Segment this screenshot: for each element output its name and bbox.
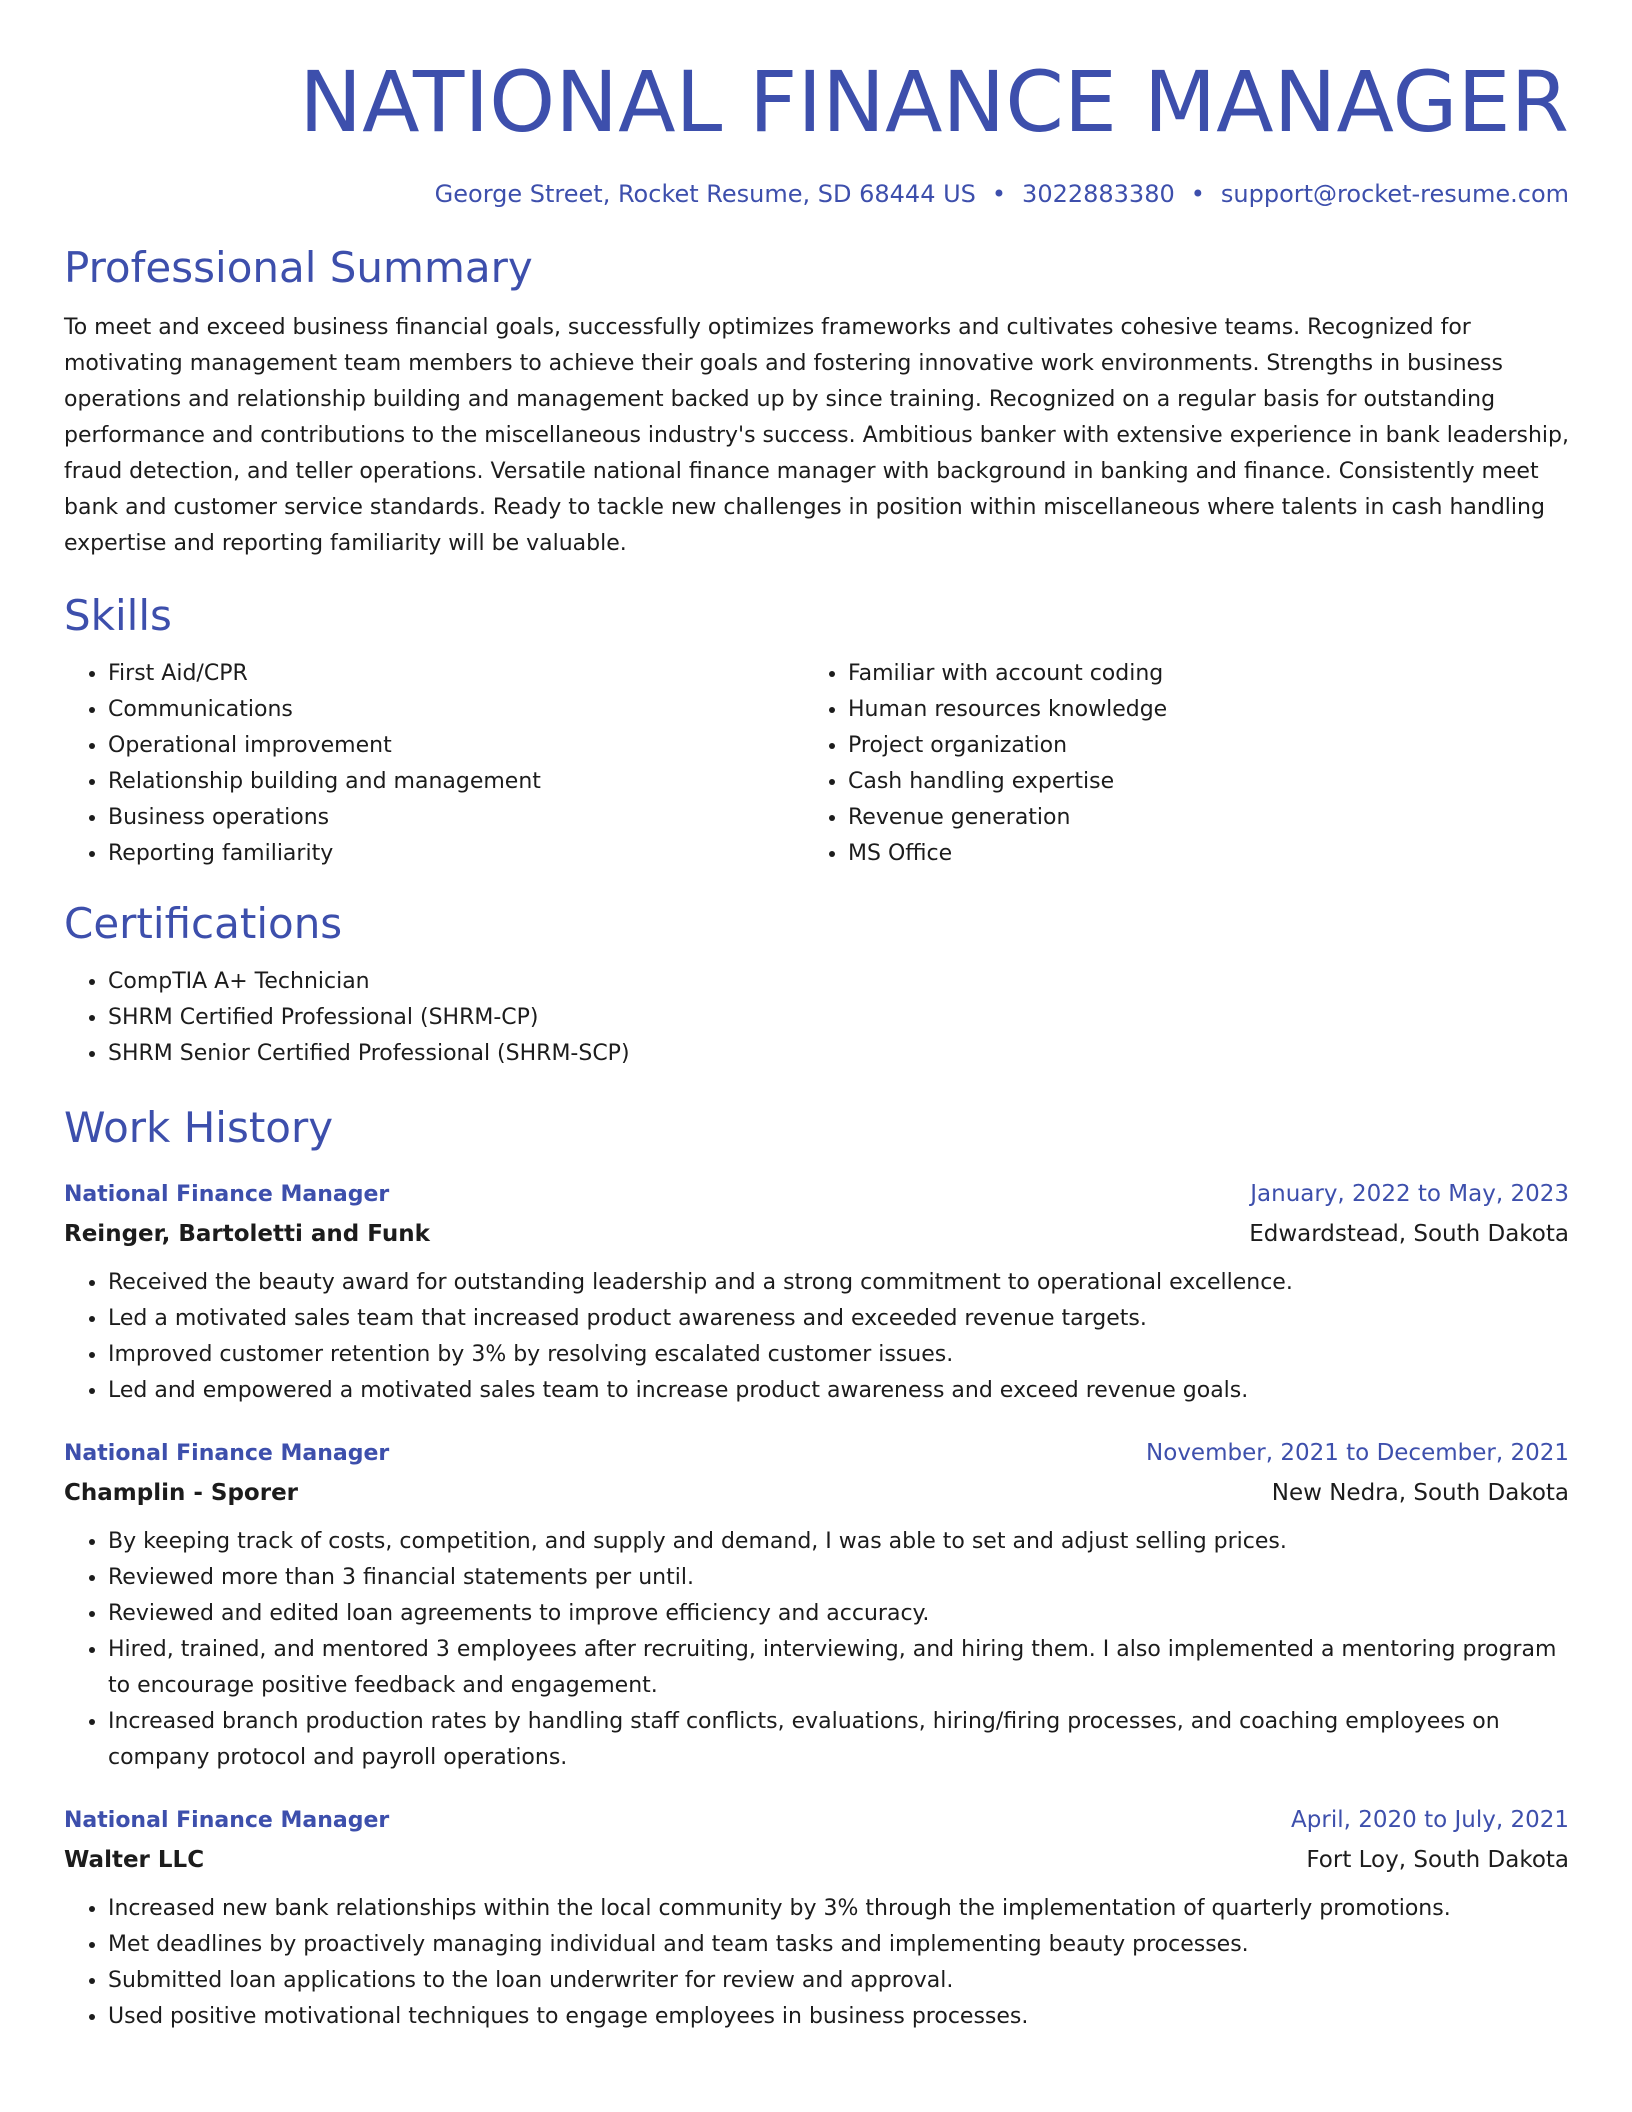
section-title-certifications: Certifications [64, 899, 343, 948]
professional-summary-section [64, 240, 1569, 562]
skills-list-left [64, 656, 804, 872]
job-bullets [64, 1524, 1569, 1776]
work-history-section [64, 1100, 1569, 2035]
job-title-row [64, 1174, 1569, 1215]
candidate-name: NATIONAL FINANCE MANAGER [299, 53, 1569, 151]
job-entry [64, 1800, 1569, 2035]
job-bullet: • Increased new bank relationships within the local community by 3% through the implementation of quarterly promotions. [108, 1891, 1569, 1927]
section-title-skills: Skills [64, 591, 172, 640]
skill-item: • Operational improvement [108, 728, 804, 764]
skill-item: • Relationship building and management [108, 764, 804, 800]
job-bullet: • Improved customer retention by 3% by resolving escalated customer issues. [108, 1337, 1569, 1373]
skills-column-right [804, 656, 1544, 872]
summary-text: To meet and exceed business financial goals, successfully optimizes frameworks and cultivates cohesive teams. Recognized for motivating management team members to achieve their goals and fostering innovative work environments. Strengths in business operations and relationship building and management backed up by since training. Recognized on a regular basis for outstanding performance and contributions to the miscellaneous industry's success. Ambitious banker with extensive experience in bank leadership, fraud detection, and teller operations. Versatile national finance manager with background in banking and finance. Consistently meet bank and customer service standards. Ready to tackle new challenges in position within miscellaneous where talents in cash handling expertise and reporting familiarity will be valuable. [64, 315, 1569, 556]
skills-section [64, 588, 1569, 872]
section-title-work-history: Work History [64, 1103, 334, 1152]
contact-address: George Street, Rocket Resume, SD 68444 US [434, 180, 976, 208]
certifications-list [64, 964, 1569, 1072]
job-entry [64, 1174, 1569, 1409]
skills-column-left [64, 656, 804, 872]
contact-email: support@rocket-resume.com [1220, 180, 1569, 208]
resume-header [64, 50, 1569, 210]
skill-item: • Cash handling expertise [848, 764, 1544, 800]
job-bullet: • Led and empowered a motivated sales team to increase product awareness and exceed revenue goals. [108, 1373, 1569, 1409]
job-location: Edwardstead, South Dakota [1249, 1221, 1569, 1247]
skill-item: • Human resources knowledge [848, 692, 1544, 728]
job-bullet: • Reviewed and edited loan agreements to improve efficiency and accuracy. [108, 1596, 1569, 1632]
job-bullet: • Used positive motivational techniques to engage employees in business processes. [108, 1999, 1569, 2035]
skill-item: • First Aid/CPR [108, 656, 804, 692]
certification-item: • SHRM Certified Professional (SHRM-CP) [108, 1000, 1569, 1036]
job-title: National Finance Manager [64, 1441, 390, 1466]
job-location: New Nedra, South Dakota [1271, 1480, 1569, 1506]
skill-item: • Project organization [848, 728, 1544, 764]
skill-item: • Business operations [108, 800, 804, 836]
skill-item: • Revenue generation [848, 800, 1544, 836]
job-title-row [64, 1800, 1569, 1841]
section-title-summary: Professional Summary [64, 243, 533, 292]
job-bullet: • Led a motivated sales team that increased product awareness and exceeded revenue targets. [108, 1301, 1569, 1337]
job-dates: November, 2021 to December, 2021 [1146, 1440, 1569, 1466]
skills-columns [64, 656, 1569, 872]
certifications-section [64, 896, 1569, 1072]
contact-separator: • [1190, 180, 1205, 208]
job-bullet: • By keeping track of costs, competition, and supply and demand, I was able to set and adjust selling prices. [108, 1524, 1569, 1560]
job-title: National Finance Manager [64, 1808, 390, 1833]
contact-separator: • [991, 180, 1007, 208]
skill-item: • Reporting familiarity [108, 836, 804, 872]
job-title-row [64, 1433, 1569, 1474]
job-bullet: • Submitted loan applications to the loan underwriter for review and approval. [108, 1963, 1569, 1999]
certification-item: • CompTIA A+ Technician [108, 964, 1569, 1000]
job-company: Reinger, Bartoletti and Funk [64, 1221, 430, 1247]
job-bullet: • Reviewed more than 3 financial statements per until. [108, 1560, 1569, 1596]
job-bullet: • Received the beauty award for outstanding leadership and a strong commitment to operational excellence. [108, 1265, 1569, 1301]
job-bullets [64, 1891, 1569, 2035]
job-dates: January, 2022 to May, 2023 [1250, 1181, 1569, 1207]
job-dates: April, 2020 to July, 2021 [1291, 1807, 1569, 1833]
job-entry [64, 1433, 1569, 1776]
contact-phone: 3022883380 [1022, 180, 1175, 208]
skill-item: • Familiar with account coding [848, 656, 1544, 692]
skills-list-right [804, 656, 1544, 872]
skill-item: • MS Office [848, 836, 1544, 872]
job-title: National Finance Manager [64, 1182, 390, 1207]
job-company-row [64, 1215, 1569, 1253]
job-company-row [64, 1474, 1569, 1512]
job-bullet: • Hired, trained, and mentored 3 employees after recruiting, interviewing, and hiring them. I also implemented a mentoring program to encourage positive feedback and engagement. [108, 1632, 1569, 1704]
contact-line [64, 178, 1569, 210]
job-bullets [64, 1265, 1569, 1409]
job-company: Walter LLC [64, 1847, 205, 1873]
job-location: Fort Loy, South Dakota [1306, 1847, 1569, 1873]
certification-item: • SHRM Senior Certified Professional (SHRM-SCP) [108, 1036, 1569, 1072]
job-bullet: • Increased branch production rates by handling staff conflicts, evaluations, hiring/firing processes, and coaching employees on company protocol and payroll operations. [108, 1704, 1569, 1776]
job-company-row [64, 1841, 1569, 1879]
skill-item: • Communications [108, 692, 804, 728]
job-company: Champlin - Sporer [64, 1480, 299, 1506]
job-bullet: • Met deadlines by proactively managing individual and team tasks and implementing beauty processes. [108, 1927, 1569, 1963]
